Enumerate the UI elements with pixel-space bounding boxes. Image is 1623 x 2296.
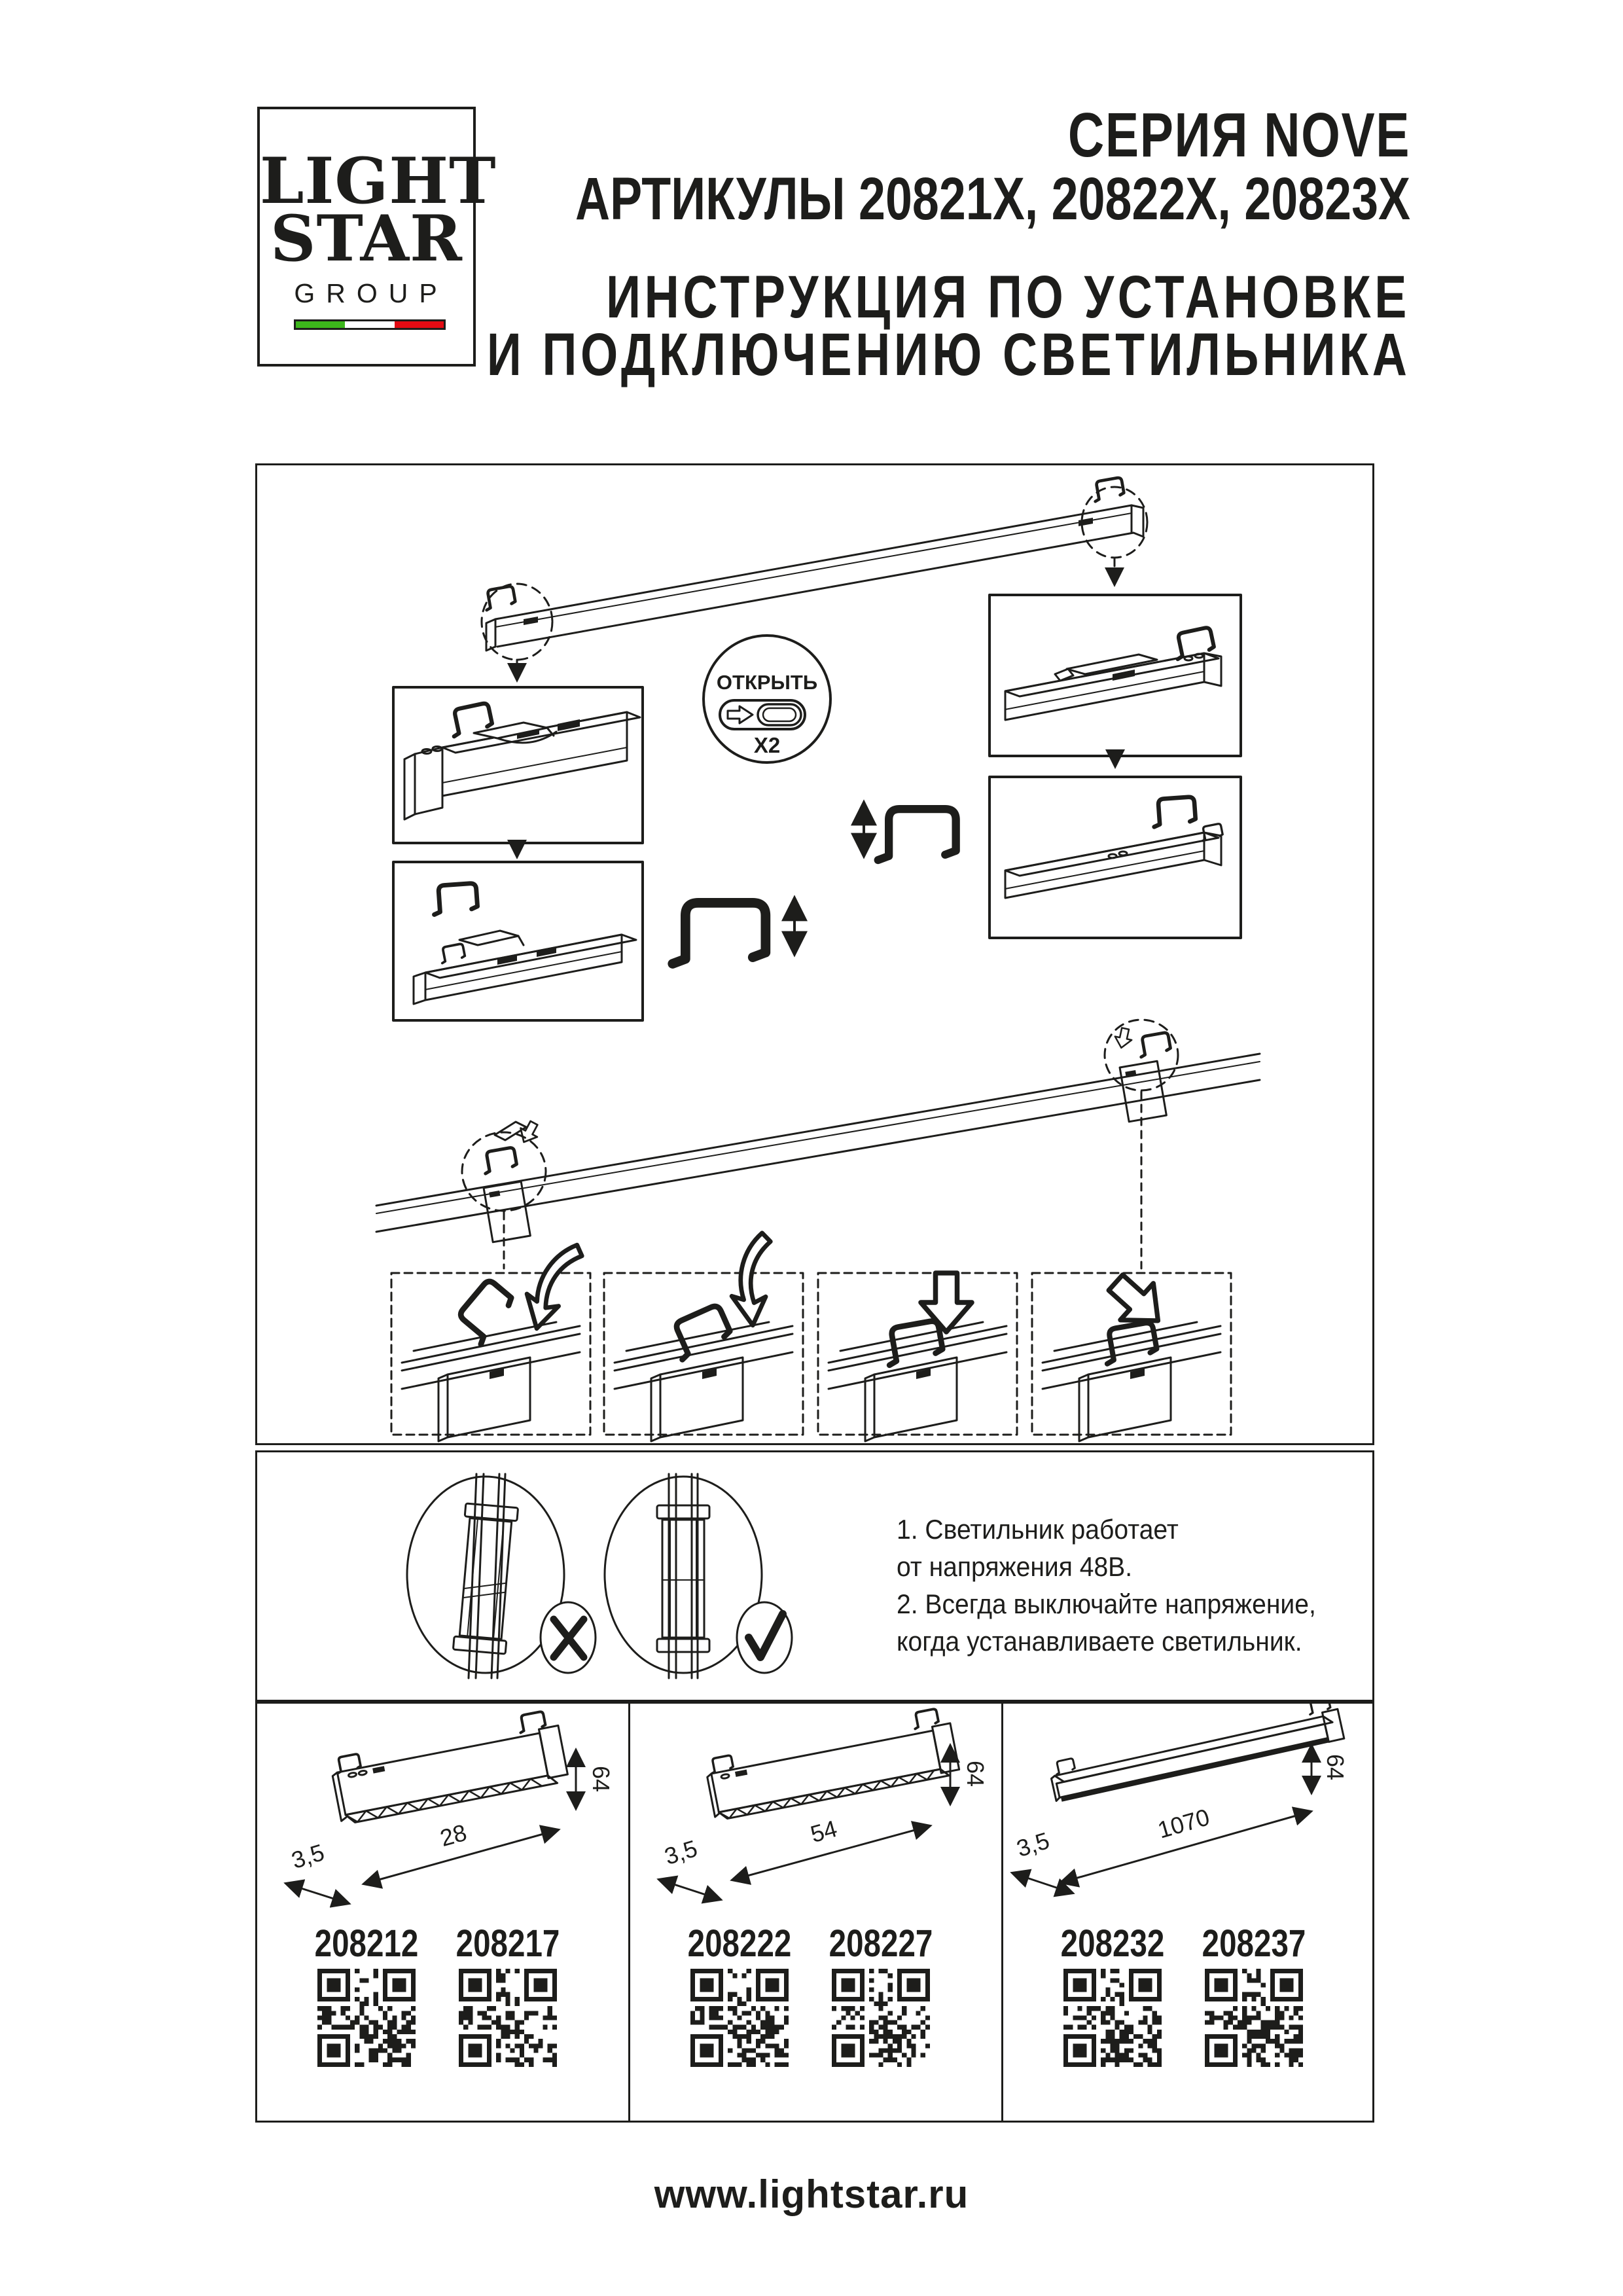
- open-label: ОТКРЫТЬ: [716, 671, 818, 694]
- website-url: www.lightstar.ru: [654, 2172, 969, 2216]
- detail-box-clip-off: [990, 777, 1241, 938]
- luminaire-drawing-54: [660, 1706, 989, 1899]
- logo-word-light: LIGHT: [260, 144, 497, 218]
- installation-diagram: [255, 463, 1374, 1445]
- callout-ellipse-left: [462, 1132, 546, 1211]
- article-number: 208212: [314, 1922, 419, 1965]
- detail-box-open-lock: [393, 687, 643, 843]
- open-count-label: X2: [753, 733, 781, 757]
- mount-step-panel-4: [1032, 1265, 1231, 1441]
- dim-length-2: 54: [807, 1814, 840, 1848]
- article-number: 208222: [687, 1922, 792, 1965]
- luminaire-drawing-1070: [1013, 1702, 1349, 1893]
- lightstar-logo: [257, 107, 497, 367]
- callout-circle-left: [482, 584, 552, 660]
- qr-code: [832, 1969, 930, 2067]
- instruction-title-1: ИНСТРУКЦИЯ ПО УСТАНОВКЕ: [606, 264, 1410, 331]
- dim-width-3: 3,5: [1013, 1827, 1053, 1862]
- right-mount-illustration: [605, 1474, 792, 1678]
- dim-width-1: 3,5: [288, 1839, 328, 1874]
- detail-box-unlock: [990, 595, 1241, 756]
- dim-height-2: 64: [962, 1760, 989, 1787]
- track-rail-middle: [376, 1020, 1260, 1268]
- logo-word-group: GROUP: [294, 278, 448, 308]
- mount-step-panel-1: [391, 1237, 590, 1441]
- mount-step-panel-3: [818, 1273, 1017, 1441]
- logo-word-star: STAR: [270, 202, 463, 276]
- luminaire-drawing-28: [287, 1709, 615, 1903]
- dim-length-1: 28: [437, 1818, 470, 1852]
- detail-box-clip-out: [393, 862, 643, 1020]
- article-number: 208217: [455, 1922, 560, 1965]
- dim-length-3: 1070: [1154, 1803, 1213, 1844]
- qr-code: [1205, 1969, 1303, 2067]
- note-line-1: 1. Светильник работает: [897, 1514, 1179, 1545]
- callout-ellipse-right: [1105, 1020, 1178, 1090]
- dim-height-1: 64: [588, 1765, 615, 1793]
- qr-code: [459, 1969, 557, 2067]
- article-number: 208227: [829, 1922, 933, 1965]
- flag-white-segment: [345, 321, 394, 328]
- dim-width-2: 3,5: [661, 1835, 701, 1870]
- note-line-2: от напряжения 48В.: [897, 1551, 1133, 1582]
- right-wrong-diagram: [255, 1450, 1374, 1702]
- qr-code: [690, 1969, 789, 2067]
- mount-step-panel-2: [604, 1232, 803, 1441]
- clip-up-down-icon-right: [864, 804, 956, 860]
- track-rail-top: [484, 477, 1143, 651]
- series-title: СЕРИЯ NOVE: [1067, 100, 1410, 170]
- article-number: 208232: [1060, 1922, 1165, 1965]
- note-line-3: 2. Всегда выключайте напряжение,: [897, 1588, 1316, 1619]
- article-number: 208237: [1202, 1922, 1306, 1965]
- articles-line: АРТИКУЛЫ 20821X, 20822X, 20823X: [575, 166, 1410, 232]
- wrong-mount-illustration: [407, 1474, 596, 1678]
- flag-green-segment: [296, 321, 345, 328]
- note-line-4: когда устанавливаете светильник.: [897, 1626, 1302, 1657]
- open-instruction-badge: [704, 636, 830, 762]
- flag-red-segment: [395, 321, 444, 328]
- italian-flag-bar: [294, 319, 446, 330]
- clip-up-down-icon-center: [673, 899, 794, 963]
- instruction-title-2: И ПОДКЛЮЧЕНИЮ СВЕТИЛЬНИКА: [486, 321, 1410, 388]
- qr-code: [1063, 1969, 1162, 2067]
- dim-height-3: 64: [1322, 1753, 1349, 1781]
- qr-code: [317, 1969, 416, 2067]
